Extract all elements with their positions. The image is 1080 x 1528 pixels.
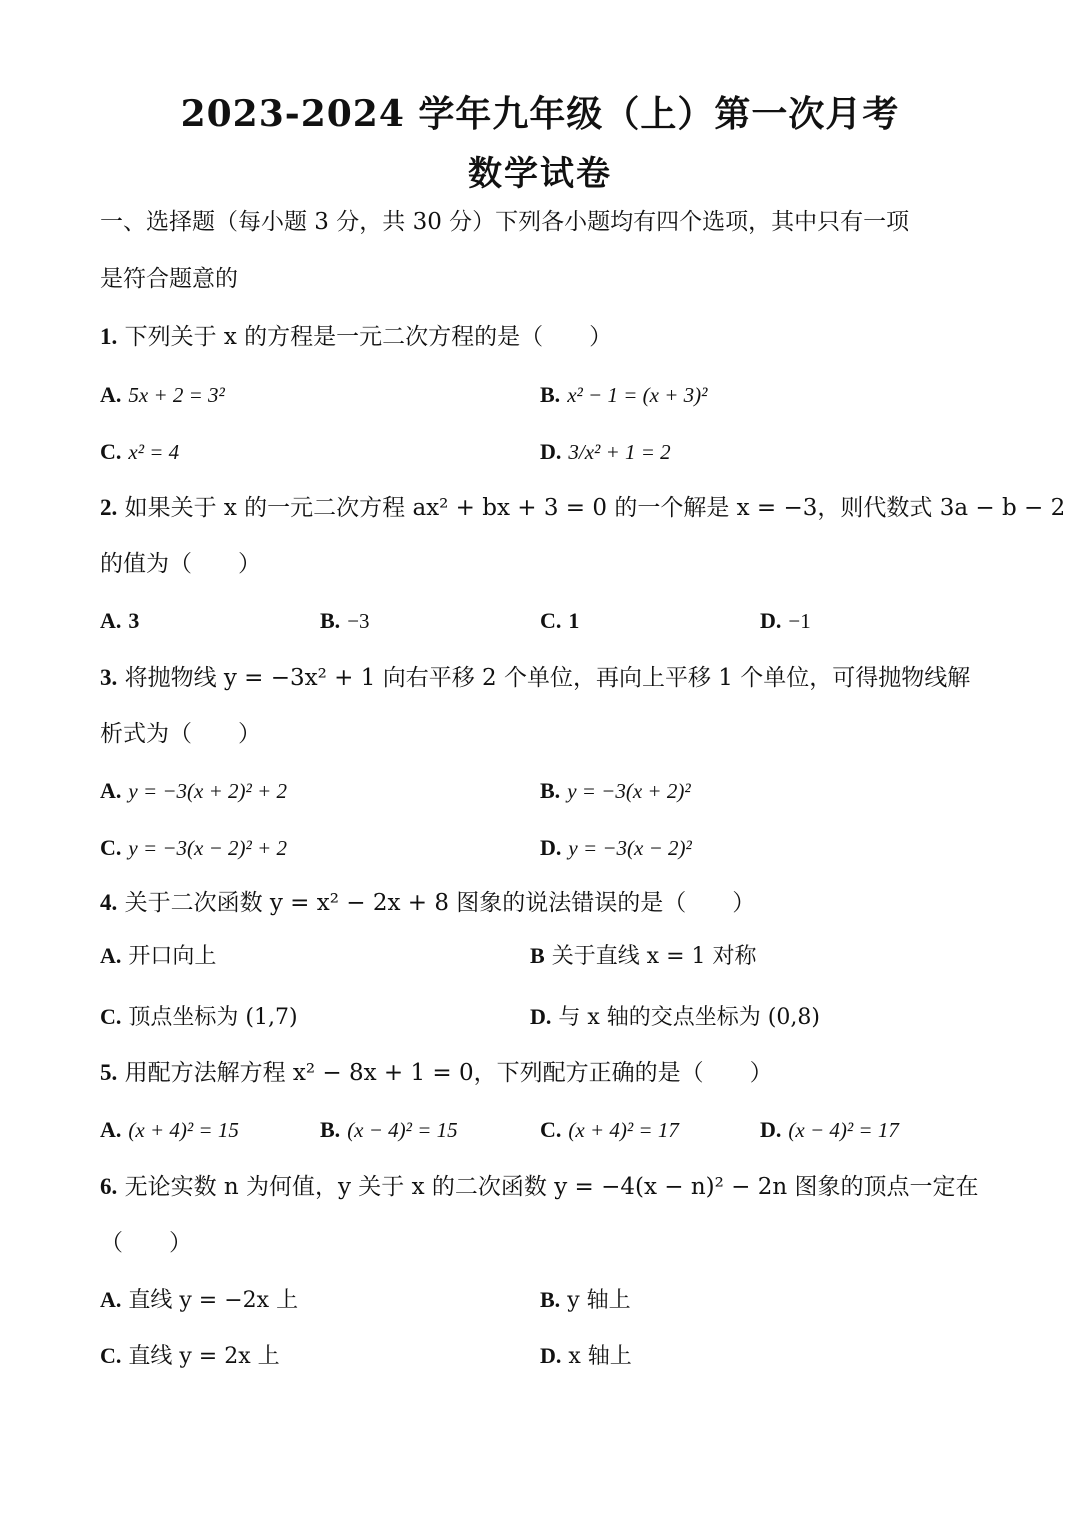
option-label: D. bbox=[530, 1004, 552, 1029]
option-label: C. bbox=[540, 1117, 562, 1142]
option-text: (x − 4)² = 17 bbox=[788, 1118, 899, 1142]
question-4-option-d[interactable] bbox=[530, 1002, 820, 1033]
question-2-option-d[interactable] bbox=[760, 606, 811, 637]
question-1-option-b[interactable] bbox=[540, 380, 707, 411]
question-4-option-a[interactable] bbox=[100, 941, 216, 972]
question-2-option-a[interactable] bbox=[100, 606, 139, 637]
option-text: y = −3(x − 2)² bbox=[568, 836, 692, 860]
question-text: 关于二次函数 y = x² − 2x + 8 图象的说法错误的是（ ） bbox=[124, 890, 756, 916]
option-label: B. bbox=[320, 1117, 341, 1142]
question-5-option-d[interactable] bbox=[760, 1115, 899, 1146]
option-label: D. bbox=[540, 439, 562, 464]
option-text: 顶点坐标为 (1,7) bbox=[128, 1005, 298, 1030]
question-6-option-c[interactable] bbox=[100, 1341, 280, 1372]
question-5-option-a[interactable] bbox=[100, 1115, 239, 1146]
option-label: B. bbox=[320, 608, 341, 633]
option-label: C. bbox=[100, 439, 122, 464]
question-6-option-a[interactable] bbox=[100, 1285, 298, 1316]
option-text: x² = 4 bbox=[128, 440, 180, 464]
option-label: D. bbox=[760, 1117, 782, 1142]
option-text: 3 bbox=[128, 608, 140, 633]
option-label: B. bbox=[540, 382, 561, 407]
option-text: 5x + 2 = 3² bbox=[128, 383, 225, 407]
option-text: (x − 4)² = 15 bbox=[347, 1118, 458, 1142]
option-label: C. bbox=[540, 608, 562, 633]
option-text: y = −3(x + 2)² + 2 bbox=[128, 779, 287, 803]
question-number: 3. bbox=[100, 665, 118, 690]
option-text: 关于直线 x = 1 对称 bbox=[551, 944, 757, 969]
question-text: 如果关于 x 的一元二次方程 ax² + bx + 3 = 0 的一个解是 x = −3，则代数式 3a − b − 2 bbox=[124, 495, 1066, 521]
question-1-option-c[interactable] bbox=[100, 437, 179, 468]
question-6-option-d[interactable] bbox=[540, 1341, 632, 1372]
option-text: 3/x² + 1 = 2 bbox=[568, 440, 671, 464]
option-label: D. bbox=[540, 835, 562, 860]
option-label: B bbox=[530, 943, 545, 968]
option-text: x 轴上 bbox=[568, 1344, 632, 1369]
question-3 bbox=[100, 663, 970, 693]
question-3-option-b[interactable] bbox=[540, 776, 691, 807]
question-1 bbox=[100, 322, 612, 352]
section-instructions-line-1: 一、选择题（每小题 3 分，共 30 分）下列各小题均有四个选项，其中只有一项 bbox=[100, 209, 910, 235]
option-label: A. bbox=[100, 943, 122, 968]
option-label: A. bbox=[100, 608, 122, 633]
question-number: 5. bbox=[100, 1060, 118, 1085]
option-text: y = −3(x − 2)² + 2 bbox=[128, 836, 287, 860]
exam-subtitle: 数学试卷 bbox=[468, 154, 612, 194]
option-label: D. bbox=[540, 1343, 562, 1368]
option-label: D. bbox=[760, 608, 782, 633]
question-6-line-2: （ ） bbox=[100, 1230, 192, 1256]
option-label: B. bbox=[540, 1287, 561, 1312]
question-text: 用配方法解方程 x² − 8x + 1 = 0，下列配方正确的是（ ） bbox=[124, 1060, 773, 1086]
option-text: 直线 y = 2x 上 bbox=[128, 1344, 280, 1369]
option-label: A. bbox=[100, 1117, 122, 1142]
option-text: 直线 y = −2x 上 bbox=[128, 1288, 299, 1313]
question-3-option-c[interactable] bbox=[100, 833, 287, 864]
question-6 bbox=[100, 1172, 979, 1202]
question-number: 1. bbox=[100, 324, 118, 349]
question-number: 2. bbox=[100, 495, 118, 520]
option-text: −3 bbox=[347, 609, 370, 633]
question-4-option-b[interactable] bbox=[530, 941, 757, 972]
question-3-line-2: 析式为（ ） bbox=[100, 721, 261, 747]
option-text: 1 bbox=[568, 608, 580, 633]
question-3-option-a[interactable] bbox=[100, 776, 287, 807]
option-text: (x + 4)² = 15 bbox=[128, 1118, 239, 1142]
question-text: 将抛物线 y = −3x² + 1 向右平移 2 个单位，再向上平移 1 个单位，可得抛物线解 bbox=[124, 665, 971, 691]
option-text: y 轴上 bbox=[567, 1288, 631, 1313]
question-2-line-2: 的值为（ ） bbox=[100, 551, 261, 577]
question-5 bbox=[100, 1058, 773, 1088]
exam-title: 2023-2024 学年九年级（上）第一次月考 bbox=[180, 93, 900, 135]
option-text: y = −3(x + 2)² bbox=[567, 779, 691, 803]
question-2-option-c[interactable] bbox=[540, 606, 579, 637]
option-text: −1 bbox=[788, 609, 811, 633]
question-4-option-c[interactable] bbox=[100, 1002, 298, 1033]
question-6-option-b[interactable] bbox=[540, 1285, 631, 1316]
option-label: C. bbox=[100, 1343, 122, 1368]
option-label: C. bbox=[100, 1004, 122, 1029]
question-5-option-b[interactable] bbox=[320, 1115, 458, 1146]
option-text: 与 x 轴的交点坐标为 (0,8) bbox=[558, 1005, 820, 1030]
question-text: 下列关于 x 的方程是一元二次方程的是（ ） bbox=[124, 324, 613, 350]
option-text: 开口向上 bbox=[128, 944, 217, 969]
option-label: B. bbox=[540, 778, 561, 803]
question-3-option-d[interactable] bbox=[540, 833, 692, 864]
option-label: A. bbox=[100, 778, 122, 803]
question-number: 6. bbox=[100, 1174, 118, 1199]
option-label: A. bbox=[100, 382, 122, 407]
question-2 bbox=[100, 493, 1065, 523]
question-1-option-a[interactable] bbox=[100, 380, 225, 411]
question-number: 4. bbox=[100, 890, 118, 915]
question-1-option-d[interactable] bbox=[540, 437, 671, 468]
question-text: 无论实数 n 为何值，y 关于 x 的二次函数 y = −4(x − n)² − 2n 图象的顶点一定在 bbox=[124, 1174, 979, 1200]
option-text: x² − 1 = (x + 3)² bbox=[567, 383, 708, 407]
question-4 bbox=[100, 888, 755, 918]
question-2-option-b[interactable] bbox=[320, 606, 370, 637]
option-label: A. bbox=[100, 1287, 122, 1312]
option-text: (x + 4)² = 17 bbox=[568, 1118, 679, 1142]
section-instructions-line-2: 是符合题意的 bbox=[100, 266, 238, 292]
question-5-option-c[interactable] bbox=[540, 1115, 679, 1146]
option-label: C. bbox=[100, 835, 122, 860]
